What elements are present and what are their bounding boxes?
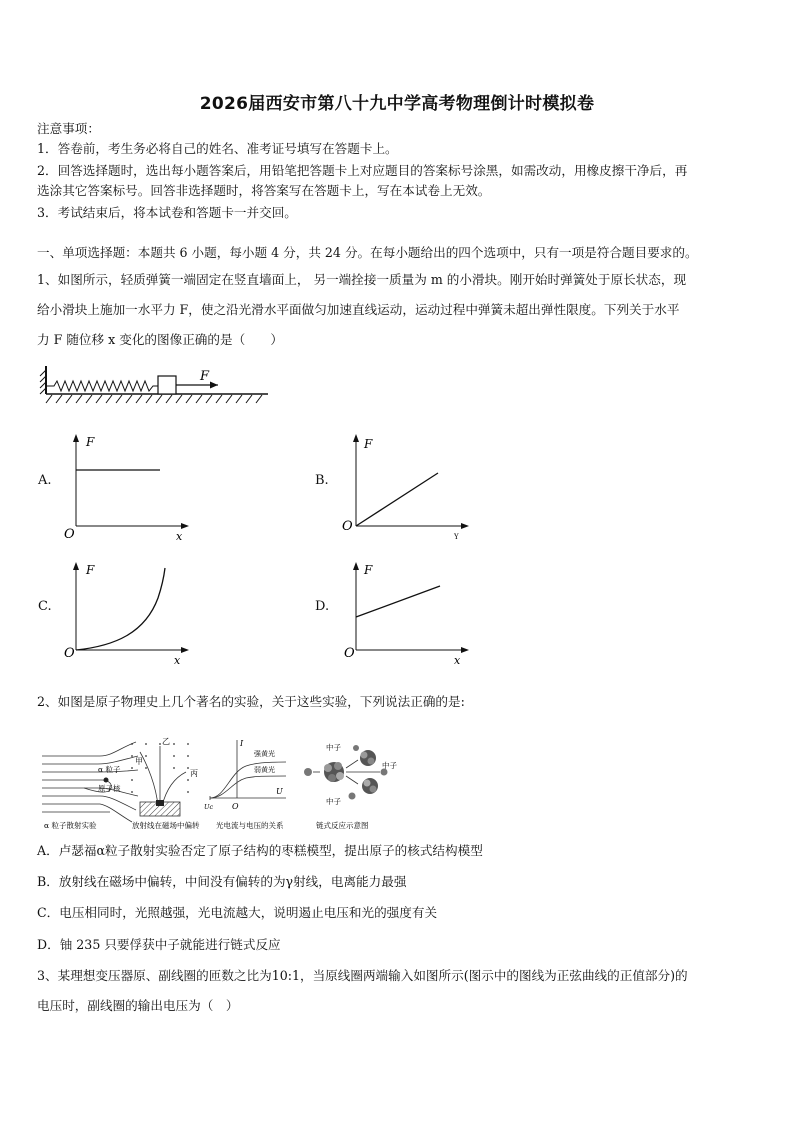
svg-text:Y: Y [454, 533, 459, 541]
svg-text:α 粒子散射实验: α 粒子散射实验 [44, 821, 97, 830]
svg-text:O: O [344, 646, 355, 661]
q2-option-b: B．放射线在磁场中偏转，中间没有偏转的为γ射线，电离能力最强 [37, 874, 407, 889]
svg-text:弱黄光: 弱黄光 [254, 766, 275, 774]
svg-text:F: F [364, 437, 373, 451]
svg-text:F: F [86, 563, 95, 577]
q2-option-d: D．铀 235 只要俘获中子就能进行链式反应 [37, 937, 281, 952]
spring-block-figure [38, 362, 273, 407]
q1-stem-line1: 1、如图所示，轻质弹簧一端固定在竖直墙面上， 另一端拴接一质量为 m 的小滑块。刚开始时弹簧处于原长状态，现 [37, 272, 687, 287]
q1-stem-line2: 给小滑块上施加一水平力 F，使之沿光滑水平面做匀加速直线运动，运动过程中弹簧未超出弹性限度。下列关于水平 [37, 302, 680, 317]
svg-text:O: O [64, 527, 75, 542]
svg-text:丙: 丙 [190, 769, 198, 778]
force-label: F [200, 369, 210, 384]
svg-text:甲: 甲 [135, 757, 143, 766]
svg-text:x: x [174, 654, 181, 667]
svg-text:U: U [276, 787, 283, 796]
svg-text:原子核: 原子核 [98, 784, 121, 793]
svg-text:x: x [454, 654, 461, 667]
svg-text:中子: 中子 [326, 797, 341, 806]
svg-text:光电流与电压的关系: 光电流与电压的关系 [216, 821, 284, 830]
q2-option-c: C．电压相同时，光照越强，光电流越大，说明遏止电压和光的强度有关 [37, 905, 438, 920]
option-b-curve [356, 473, 438, 526]
option-b-graph [340, 430, 480, 545]
slider-block [158, 376, 176, 394]
section-heading: 一、单项选择题：本题共 6 小题，每小题 4 分，共 24 分。在每小题给出的四个选项中，只有一项是符合题目要求的。 [37, 245, 698, 260]
q2-option-a: A．卢瑟福α粒子散射实验否定了原子结构的枣糕模型，提出原子的核式结构模型 [37, 843, 483, 858]
svg-text:强黄光: 强黄光 [254, 750, 275, 758]
notice-item-1: 1．答卷前，考生务必将自己的姓名、准考证号填写在答题卡上。 [37, 141, 398, 156]
notice-item-3: 3．考试结束后，将本试卷和答题卡一并交回。 [37, 205, 297, 220]
option-c-curve [76, 568, 165, 650]
option-b-label: B. [315, 473, 329, 488]
notice-heading: 注意事项： [37, 121, 100, 136]
alpha-scattering-panel [42, 742, 138, 822]
option-c-label: C. [38, 599, 52, 614]
svg-text:O: O [342, 519, 353, 534]
svg-text:α 粒子: α 粒子 [98, 765, 121, 774]
svg-text:I: I [240, 739, 244, 748]
svg-text:O: O [64, 646, 75, 661]
svg-text:O: O [232, 802, 239, 811]
svg-text:链式反应示意图: 链式反应示意图 [316, 821, 369, 830]
svg-text:F: F [86, 435, 95, 449]
svg-text:中子: 中子 [326, 743, 341, 752]
option-a-graph [60, 430, 200, 545]
notice-item-2b: 选涂其它答案标号。回答非选择题时，将答案写在答题卡上，写在本试卷上无效。 [37, 183, 491, 198]
option-d-label: D. [315, 599, 330, 614]
option-d-graph [340, 558, 480, 673]
spring [46, 381, 158, 391]
chain-reaction-panel [304, 745, 388, 800]
svg-text:x: x [176, 530, 183, 543]
page-title: 2026届西安市第八十九中学高考物理倒计时模拟卷 [199, 94, 595, 114]
atomic-experiments-figure [40, 738, 410, 830]
svg-text:中子: 中子 [382, 761, 397, 770]
q1-stem-line3: 力 F 随位移 x 变化的图像正确的是（ ） [37, 332, 283, 347]
svg-text:放射线在磁场中偏转: 放射线在磁场中偏转 [132, 821, 200, 830]
svg-text:Uc: Uc [204, 803, 214, 811]
svg-text:乙: 乙 [162, 737, 170, 746]
option-d-curve [356, 586, 440, 617]
option-a-label: A. [38, 473, 52, 488]
q3-stem-line2: 电压时，副线圈的输出电压为（ ） [37, 998, 239, 1013]
q3-stem-line1: 3、某理想变压器原、副线圈的匝数之比为10:1，当原线圈两端输入如图所示(图示中的图线为正弦曲线的正值部分)的 [37, 968, 688, 983]
q2-stem: 2、如图是原子物理史上几个著名的实验，关于这些实验，下列说法正确的是: [37, 694, 465, 709]
notice-item-2a: 2．回答选择题时，选出每小题答案后，用铅笔把答题卡上对应题目的答案标号涂黑，如需改动，用橡皮擦干净后，再 [37, 163, 688, 178]
svg-text:F: F [364, 563, 373, 577]
option-c-graph [60, 558, 200, 673]
